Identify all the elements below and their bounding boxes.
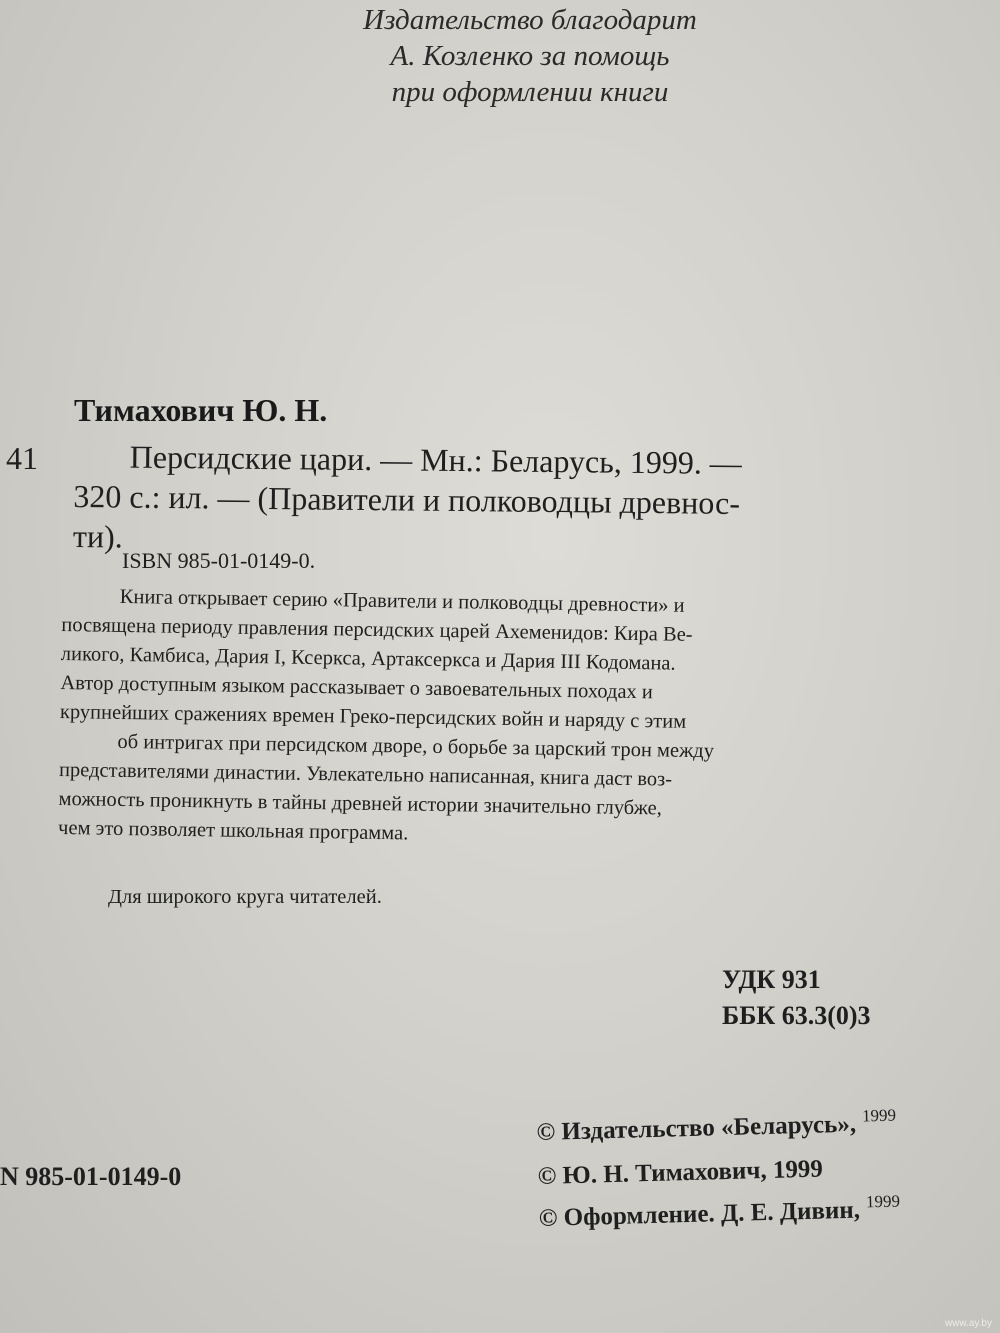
annotation-line: представителями династии. Увлекательно написанная, книга даст воз- (58, 758, 673, 791)
annotation-paragraph (58, 582, 892, 856)
acknowledgement-line: Издательство благодарит (363, 4, 697, 36)
annotation-line: чем это позволяет школьная программа. (57, 816, 409, 845)
isbn-margin: N 985-01-0149-0 (0, 1162, 182, 1191)
copyright-line (538, 1189, 901, 1242)
watermark: www.ay.by (944, 1318, 992, 1329)
annotation-line: посвящена периоду правления персидских царей Ахеменидов: Кира Ве- (61, 613, 693, 646)
copyright-block (536, 1103, 901, 1242)
copyright-year: 1999 (865, 1191, 901, 1212)
acknowledgement-line: А. Козленко за помощь (390, 40, 670, 72)
classification-block (722, 962, 871, 1034)
annotation-line: Книга открывает серию «Правители и полководцы древности» и (119, 585, 685, 617)
copyright-year: 1999 (861, 1105, 897, 1126)
extent-continuation: ти). (72, 517, 123, 555)
extent-line: 320 с.: ил. — (Правители и полководцы древнос- (73, 477, 741, 521)
bbk-code: ББК 63.3(0)3 (722, 1001, 871, 1030)
isbn-line: ISBN 985-01-0149-0. (122, 548, 316, 573)
copyright-text: © Оформление. Д. Е. Дивин, (538, 1196, 861, 1232)
bibliographic-record (73, 436, 894, 565)
annotation-line: ликого, Камбиса, Дария I, Ксеркса, Артаксеркса и Дария III Кодомана. (60, 642, 676, 675)
copyright-text: © Ю. Н. Тимахович, 1999 (537, 1155, 824, 1190)
author-heading: Тимахович Ю. Н. (74, 392, 328, 428)
audience-note: Для широкого круга читателей. (108, 886, 382, 908)
copyright-text: © Издательство «Беларусь», (536, 1110, 857, 1146)
annotation-line: об интригах при персидском дворе, о борьбе за царский трон между (117, 730, 715, 763)
acknowledgement-block (300, 2, 760, 110)
acknowledgement-line: при оформлении книги (391, 76, 669, 108)
annotation-line: крупнейших сражениях времен Греко-персидских войн и наряду с этим (59, 700, 687, 733)
annotation-line: можность проникнуть в тайны древней истории значительно глубже, (58, 787, 662, 820)
catalog-code: 41 (6, 440, 38, 476)
annotation-line: Автор доступным языком рассказывает о завоевательных походах и (60, 671, 654, 704)
udk-code: УДК 931 (722, 965, 821, 994)
title-line: Персидские цари. — Мн.: Беларусь, 1999. — (129, 438, 742, 481)
